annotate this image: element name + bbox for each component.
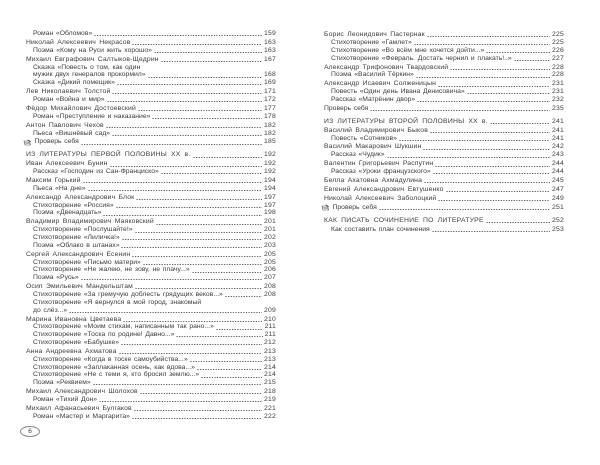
- entry-label: Антон Павлович Чехов: [26, 121, 104, 129]
- entry-page-number: 203: [264, 241, 276, 249]
- toc-entry-author: [26, 105, 276, 113]
- entry-label: Стихотворение «Моим стихам, написанным так рано...»: [33, 323, 214, 331]
- entry-label: Роман «Обломов»: [33, 30, 93, 37]
- entry-page-number: 159: [264, 30, 276, 37]
- entry-label: Пьеса «Вишнёвый сад»: [33, 129, 111, 137]
- entry-page-number: 177: [264, 104, 276, 112]
- entry-page-number: 208: [264, 290, 276, 298]
- dotted-leader: [156, 224, 262, 225]
- entry-label: Марина Ивановна Цветаева: [26, 315, 122, 323]
- toc-entry-work: [324, 168, 564, 176]
- toc-entry-author: [324, 80, 564, 88]
- toc-entry-work: [26, 168, 276, 176]
- dotted-leader: [154, 52, 262, 53]
- dotted-leader: [161, 61, 262, 62]
- dotted-leader: [106, 127, 262, 128]
- entry-label: Поэма «Реквием»: [33, 379, 91, 387]
- toc-entry-author: [324, 143, 564, 151]
- dotted-leader: [427, 36, 550, 37]
- toc-entry-work: [26, 234, 276, 242]
- entry-label: ИЗ ЛИТЕРАТУРЫ ПЕРВОЙ ПОЛОВИНЫ XX в.: [26, 151, 191, 159]
- toc-entry-section: [324, 118, 564, 126]
- toc-column-left: [26, 30, 276, 420]
- toc-entry-work: [26, 379, 276, 387]
- dotted-leader: [193, 157, 263, 158]
- dotted-leader: [370, 110, 550, 111]
- entry-page-number: 201: [264, 218, 276, 226]
- entry-label: Роман «Война и мир»: [33, 95, 105, 103]
- entry-page-number: 207: [264, 274, 276, 282]
- dotted-leader: [190, 361, 262, 362]
- toc-entry-work: [26, 266, 276, 274]
- entry-page-number: 192: [264, 160, 276, 168]
- entry-label: Белла Ахатовна Ахмадулина: [324, 177, 422, 185]
- dotted-leader: [123, 321, 262, 322]
- dotted-leader: [81, 144, 262, 145]
- entry-label: Михаил Евграфович Салтыков-Щедрин: [26, 55, 159, 63]
- entry-label: Стихотворение «Бабушке»: [33, 338, 120, 346]
- toc-entry-author: [26, 251, 276, 259]
- entry-page-number: 211: [264, 323, 276, 331]
- entry-page-number: 241: [552, 117, 564, 125]
- toc-entry-work: [26, 209, 276, 217]
- entry-page-number: 213: [264, 355, 276, 363]
- toc-entry-work: [324, 135, 564, 143]
- dotted-leader: [438, 86, 550, 87]
- entry-page-number: 252: [552, 216, 564, 224]
- toc-entry-work: [26, 331, 276, 339]
- toc-entry-work: [26, 185, 276, 193]
- toc-entry-author: [324, 127, 564, 135]
- entry-page-number: 182: [264, 121, 276, 129]
- entry-label: Стихотворение «Письмо матери»: [33, 258, 141, 266]
- entry-page-number: 214: [264, 363, 276, 371]
- toc-entry-work-nopage: [26, 299, 276, 307]
- dotted-leader: [122, 239, 262, 240]
- entry-page-number: 241: [552, 126, 564, 134]
- entry-page-number: 247: [552, 186, 564, 194]
- entry-label: Поэма «Двенадцать»: [33, 209, 102, 217]
- entry-page-number: 168: [264, 71, 276, 79]
- page-number-badge: [20, 426, 40, 437]
- dotted-leader: [112, 93, 262, 94]
- entry-label: Проверь себя: [324, 104, 369, 112]
- dotted-leader: [119, 353, 262, 354]
- entry-label: Рассказ «Матрёнин двор»: [331, 95, 416, 103]
- entry-label: Стихотворение «Не с теми я, кто бросил землю...»: [33, 371, 200, 379]
- entry-page-number: 242: [552, 143, 564, 151]
- dotted-leader: [423, 149, 550, 150]
- notepad-pencil-icon: [321, 204, 330, 211]
- entry-label: Поэма «Кому на Руси жить хорошо»: [33, 46, 152, 54]
- dotted-leader: [121, 247, 262, 248]
- entry-page-number: 192: [264, 168, 276, 176]
- dotted-leader: [112, 135, 262, 136]
- toc-entry-author: [324, 31, 564, 39]
- entry-page-number: 245: [552, 177, 564, 185]
- toc-entry-work: [324, 96, 564, 104]
- toc-entry-author: [26, 56, 276, 64]
- entry-page-number: 232: [552, 95, 564, 103]
- dotted-leader: [88, 190, 263, 191]
- entry-page-number: 209: [264, 306, 276, 314]
- toc-entry-author: [26, 405, 276, 413]
- dotted-leader: [433, 173, 550, 174]
- entry-page-number: 231: [552, 80, 564, 88]
- entry-label: Евгений Александрович Евтушенко: [324, 186, 444, 194]
- entry-page-number: 214: [264, 371, 276, 379]
- dotted-leader: [176, 336, 262, 337]
- toc-entry-author: [26, 177, 276, 185]
- entry-page-number: 212: [264, 338, 276, 346]
- dotted-leader: [486, 222, 550, 223]
- entry-page-number: 228: [552, 71, 564, 79]
- dotted-leader: [379, 209, 550, 210]
- toc-entry-author: [26, 39, 276, 47]
- entry-label: ИЗ ЛИТЕРАТУРЫ ВТОРОЙ ПОЛОВИНЫ XX в.: [324, 117, 488, 125]
- toc-entry-work: [324, 71, 564, 79]
- entry-page-number: 202: [264, 234, 276, 241]
- toc-entry-author: [324, 177, 564, 185]
- entry-label: Михаил Александрович Шолохов: [26, 388, 138, 396]
- toc-entry-work: [26, 396, 276, 404]
- toc-entry-check: [324, 204, 564, 212]
- toc-entry-author: [324, 186, 564, 194]
- entry-page-number: 221: [264, 404, 276, 412]
- entry-page-number: 227: [552, 54, 564, 62]
- dotted-leader: [201, 377, 262, 378]
- toc-entry-work: [26, 259, 276, 267]
- entry-label: Стихотворение «Заплаканная осень, как вдова...»: [33, 363, 195, 371]
- toc-entry-author: [26, 388, 276, 396]
- entry-page-number: 192: [264, 151, 276, 159]
- toc-entry-work: [26, 356, 276, 364]
- dotted-leader: [103, 215, 262, 216]
- entry-page-number: 241: [552, 134, 564, 142]
- entry-label: Осип Эмильевич Мандельштам: [26, 283, 133, 291]
- dotted-leader: [81, 279, 262, 280]
- entry-page-number: 205: [264, 258, 276, 266]
- toc-entry-work: [26, 30, 276, 38]
- entry-label: КАК ПИСАТЬ СОЧИНЕНИЕ ПО ЛИТЕРАТУРЕ: [324, 216, 484, 224]
- entry-page-number: 163: [264, 38, 276, 46]
- entry-label: Стихотворение «Во всём мне хочется дойти...»: [331, 46, 485, 54]
- entry-page-number: 197: [264, 201, 276, 209]
- toc-entry-work: [26, 113, 276, 121]
- dotted-leader: [435, 166, 550, 167]
- dotted-leader: [140, 393, 262, 394]
- dotted-leader: [424, 182, 550, 183]
- toc-entry-work: [324, 47, 564, 55]
- entry-page-number: 169: [264, 79, 276, 87]
- entry-label: Рассказ «Уроки французского»: [331, 168, 431, 176]
- toc-entry-author: [26, 88, 276, 96]
- toc-entry-work: [324, 55, 564, 63]
- toc-entry-work: [26, 413, 276, 421]
- toc-entry-work: [26, 371, 276, 379]
- dotted-leader: [438, 200, 550, 201]
- dotted-leader: [135, 232, 263, 233]
- entry-page-number: 185: [264, 138, 276, 146]
- toc-entry-author: [26, 316, 276, 324]
- entry-page-number: 243: [552, 151, 564, 159]
- toc-entry-work: [26, 307, 276, 315]
- entry-page-number: 228: [552, 63, 564, 71]
- entry-label: Иван Алексеевич Бунин: [26, 160, 108, 168]
- entry-label: Владимир Владимирович Маяковский: [26, 218, 154, 226]
- entry-label: Стихотворение «Не жалею, не зову, не плачу...»: [33, 266, 190, 274]
- dotted-leader: [216, 329, 263, 330]
- toc-entry-work: [26, 323, 276, 331]
- entry-page-number: 197: [264, 193, 276, 201]
- entry-page-number: 206: [264, 266, 276, 274]
- toc-entry-work: [26, 71, 276, 79]
- dotted-leader: [417, 101, 550, 102]
- toc-entry-section: [324, 217, 564, 225]
- entry-page-number: 194: [264, 177, 276, 185]
- toc-entry-work: [324, 151, 564, 159]
- entry-page-number: 222: [264, 412, 276, 420]
- entry-label: Проверь себя: [332, 204, 377, 211]
- entry-label: Роман «Тихий Дон»: [33, 395, 98, 403]
- entry-label: Роман «Преступление и наказание»: [33, 112, 151, 120]
- dotted-leader: [136, 199, 262, 200]
- dotted-leader: [69, 312, 262, 313]
- entry-label: Рассказ «Чудик»: [331, 151, 385, 159]
- entry-label: Сергей Александрович Есенин: [26, 250, 131, 258]
- toc-entry-work: [26, 130, 276, 138]
- notepad-pencil-icon: [23, 139, 32, 146]
- dotted-leader: [121, 344, 262, 345]
- entry-page-number: 205: [264, 250, 276, 258]
- dotted-leader: [152, 118, 262, 119]
- entry-page-number: 253: [552, 225, 564, 233]
- entry-page-number: 201: [264, 226, 276, 234]
- toc-entry-section: [26, 151, 276, 159]
- toc-entry-work: [324, 39, 564, 47]
- dotted-leader: [161, 173, 262, 174]
- toc-entry-work: [26, 226, 276, 234]
- toc-entry-work: [26, 242, 276, 250]
- entry-label: Максим Горький: [26, 177, 81, 185]
- entry-label: Лев Николаевич Толстой: [26, 88, 111, 96]
- toc-entry-author: [26, 160, 276, 168]
- entry-label: Василий Владимирович Быков: [324, 126, 428, 134]
- dotted-leader: [132, 256, 262, 257]
- toc-entry-author: [26, 283, 276, 291]
- entry-page-number: 225: [552, 31, 564, 39]
- entry-page-number: 167: [264, 55, 276, 63]
- dotted-leader: [116, 207, 262, 208]
- toc-entry-author: [324, 195, 564, 203]
- dotted-leader: [132, 418, 262, 419]
- entry-page-number: 198: [264, 209, 276, 217]
- dotted-leader: [135, 288, 262, 289]
- toc-column-right: [324, 30, 564, 233]
- entry-page-number: 208: [264, 283, 276, 291]
- dotted-leader: [117, 84, 262, 85]
- entry-label: Стихотворение «Я вернулся в мой город, знакомый: [33, 298, 202, 306]
- entry-page-number: 178: [264, 112, 276, 120]
- entry-label: Стихотворение «За гремучую доблесть грядущих веков...»: [33, 290, 223, 298]
- entry-page-number: 249: [552, 195, 564, 203]
- entry-page-number: 182: [264, 129, 276, 137]
- entry-label: Фёдор Михайлович Достоевский: [26, 104, 136, 112]
- entry-page-number: 251: [552, 204, 564, 211]
- entry-label: Николай Алексеевич Некрасов: [26, 38, 131, 46]
- toc-entry-author: [324, 160, 564, 168]
- entry-label: Пьеса «На дне»: [33, 184, 86, 192]
- dotted-leader: [399, 140, 550, 141]
- dotted-leader: [134, 410, 262, 411]
- toc-entry-author: [26, 348, 276, 356]
- entry-label: Как составить план сочинения: [331, 225, 430, 233]
- dotted-leader: [83, 182, 263, 183]
- toc-entry-work: [26, 202, 276, 210]
- dotted-leader: [514, 60, 550, 61]
- entry-label: Роман «Мастер и Маргарита»: [33, 412, 130, 420]
- dotted-leader: [387, 157, 551, 158]
- entry-label: Поэма «Русь»: [33, 274, 79, 282]
- entry-page-number: 231: [552, 88, 564, 96]
- dotted-leader: [486, 52, 550, 53]
- entry-label: Сказка «Дикий помещик»: [33, 79, 115, 87]
- dotted-leader: [110, 166, 263, 167]
- dotted-leader: [93, 384, 262, 385]
- entry-label: Стихотворение «Лиличка!»: [33, 234, 120, 241]
- entry-page-number: 235: [552, 104, 564, 112]
- entry-label: Василий Макарович Шукшин: [324, 143, 422, 151]
- entry-label: Поэма «Василий Тёркин»: [331, 71, 414, 79]
- entry-label: Стихотворение «Февраль. Достать чернил и плакать!..»: [331, 54, 512, 62]
- toc-entry-work: [26, 274, 276, 282]
- dotted-leader: [450, 69, 550, 70]
- entry-page-number: 226: [552, 46, 564, 54]
- toc-entry-work: [324, 226, 564, 234]
- toc-entry-work: [324, 88, 564, 96]
- entry-label: Рассказ «Господин из Сан-Франциско»: [33, 168, 159, 176]
- entry-label: Стихотворение «Тоска по родине! Давно...»: [33, 331, 175, 339]
- entry-label: Проверь себя: [34, 138, 79, 146]
- entry-label: Сказка «Повесть о том, как один: [33, 63, 141, 71]
- entry-label: Николай Алексеевич Заболоцкий: [324, 195, 437, 203]
- entry-label: Повесть «Один день Ивана Денисовича»: [331, 88, 465, 96]
- entry-page-number: 244: [552, 168, 564, 176]
- entry-page-number: 211: [264, 331, 276, 339]
- dotted-leader: [132, 44, 262, 45]
- entry-label: Анна Андреевна Ахматова: [26, 347, 117, 355]
- dotted-leader: [94, 35, 262, 36]
- dotted-leader: [197, 369, 262, 370]
- dotted-leader: [416, 77, 550, 78]
- entry-page-number: 210: [264, 315, 276, 323]
- entry-page-number: 218: [264, 388, 276, 396]
- entry-label: Валентин Григорьевич Распутин: [324, 160, 434, 168]
- entry-page-number: 163: [264, 46, 276, 54]
- entry-label: Стихотворение «Когда в тоске самоубийства...»: [33, 355, 188, 363]
- entry-label: до слёз...»: [33, 306, 68, 314]
- toc-entry-work-nopage: [26, 64, 276, 72]
- dotted-leader: [225, 296, 262, 297]
- entry-label: Поэма «Облако в штанах»: [33, 241, 120, 249]
- entry-label: Повесть «Сотников»: [331, 134, 397, 142]
- entry-page-number: 172: [264, 95, 276, 103]
- toc-entry-work: [26, 96, 276, 104]
- dotted-leader: [99, 401, 262, 402]
- page-number: 6: [28, 428, 32, 435]
- entry-label: Александр Александрович Блок: [26, 193, 135, 201]
- entry-label: мужик двух генералов прокормил»: [33, 71, 146, 79]
- dotted-leader: [143, 264, 262, 265]
- entry-page-number: 215: [264, 379, 276, 387]
- dotted-leader: [467, 93, 550, 94]
- entry-page-number: 171: [264, 88, 276, 96]
- dotted-leader: [148, 77, 263, 78]
- dotted-leader: [432, 231, 550, 232]
- entry-page-number: 225: [552, 38, 564, 46]
- entry-label: Александр Трифонович Твардовский: [324, 63, 449, 71]
- toc-entry-author: [26, 122, 276, 130]
- entry-label: Михаил Афанасьевич Булгаков: [26, 404, 132, 412]
- toc-entry-work: [26, 79, 276, 87]
- entry-label: Стихотворение «Послушайте!»: [33, 226, 133, 234]
- dotted-leader: [192, 272, 262, 273]
- toc-entry-work: [26, 47, 276, 55]
- entry-label: Борис Леонидович Пастернак: [324, 31, 425, 39]
- entry-label: Стихотворение «Россия»: [33, 201, 114, 209]
- dotted-leader: [490, 123, 550, 124]
- toc-entry-work: [26, 339, 276, 347]
- toc-entry-check: [26, 138, 276, 146]
- entry-page-number: 213: [264, 347, 276, 355]
- entry-page-number: 194: [264, 184, 276, 192]
- entry-label: Стихотворение «Гамлет»: [331, 38, 412, 46]
- entry-page-number: 219: [264, 395, 276, 403]
- toc-entry-work: [26, 291, 276, 299]
- toc-entry-author: [26, 194, 276, 202]
- dotted-leader: [430, 132, 550, 133]
- entry-label: Александр Исаевич Солженицын: [324, 80, 437, 88]
- dotted-leader: [138, 110, 262, 111]
- dotted-leader: [446, 191, 550, 192]
- toc-entry-check: [324, 105, 564, 113]
- entry-page-number: 244: [552, 160, 564, 168]
- dotted-leader: [414, 44, 550, 45]
- dotted-leader: [107, 101, 263, 102]
